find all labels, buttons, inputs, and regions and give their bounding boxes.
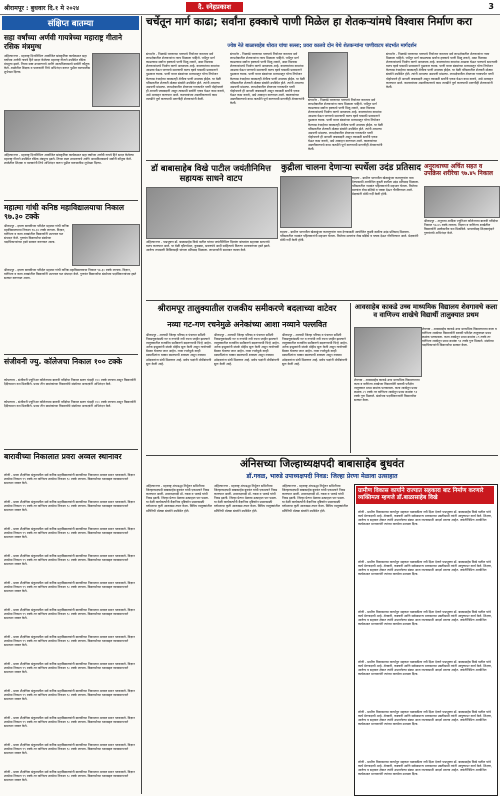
story6-headline: आवसाहेब काकडे उच्च माध्यमिक विद्यालय शेवगावचे कला व वाणिज्य शाखेचे विद्यार्थी तालुक्यात प्रथम <box>354 303 498 320</box>
story6-body: शेवगाव - आबासाहेब काकडे उच्च माध्यमिक विद्यालयाच्या कला व वाणिज्य शाखेच्या विद्यार्थ्यांनी बारावी परीक्षेत तालुक्यात प्रथम क्रमांक पटकावला. कला शाखेतून प्रथम क्रमांक ८९ टक्के तर वाणिज्य शाखेतून प्रथम क्रमांक ९२ टक्के गुण मिळाले. संस्थेच्या पदाधिकाऱ्यांनी विद्यार्थ्यांचा सत्कार केला. <box>354 378 420 403</box>
story3-headline: कुद्रीला चालना देणाऱ्या स्पर्धेला उदंड प्रतिसाद <box>281 163 421 173</box>
divider <box>4 354 138 355</box>
sidebar-story4-body-cont: लोणी - प्रवरा शैक्षणिक संकुलातील सर्व कनिष्ठ महाविद्यालयांनी बारावीच्या निकालात अव्वल स्थान पटकावले. विज्ञान शाखेचा निकाल ९९ टक्के तर वाणिज्य शाखेचा निकाल ९८ टक्के लागला. विद्यार्थ्यांच्या यशाबद्दल व्यवस्थापनाने समाधान व्यक्त केले. <box>4 500 135 513</box>
story2-photo <box>146 187 278 239</box>
divider <box>4 449 138 450</box>
sidebar-story4-title: बारावीच्या निकालात प्रवरा अव्वल स्थानावर <box>4 452 122 461</box>
sidebar-story4-body: लोणी - प्रवरा शैक्षणिक संकुलातील सर्व कनिष्ठ महाविद्यालयांनी बारावीच्या निकालात अव्वल स्थान पटकावले. विज्ञान शाखेचा निकाल ९९ टक्के तर वाणिज्य शाखेचा निकाल ९८ टक्के लागला. विद्यार्थ्यांच्या यशाबद्दल व्यवस्थापनाने समाधान व्यक्त केले. <box>4 473 135 486</box>
highlight-body-cont: लोणी - ग्रामीण विकासाच्या कार्यातून सहकार चळवळीला नवी दिशा देणारे पद्मभूषण डॉ. बाळासाहेब विखे पाटील यांचे कार्य प्रेरणादायी आहे. शेतकरी, कष्टकरी आणि सर्वसामान्य माणसाच्या उन्नतीसाठी त्यांनी आयुष्यभर कार्य केले. शिक्षण, आरोग्य व सहकार क्षेत्रात त्यांनी उभारलेल्या संस्था आज राज्यासाठी आदर्श ठरल्या आहेत. जयंतीनिमित्त आयोजित कार्यक्रमात मान्यवरांनी त्यांच्या कार्याला उजाळा दिला. <box>358 760 492 777</box>
sidebar-story4-body-cont: लोणी - प्रवरा शैक्षणिक संकुलातील सर्व कनिष्ठ महाविद्यालयांनी बारावीच्या निकालात अव्वल स्थान पटकावले. विज्ञान शाखेचा निकाल ९९ टक्के तर वाणिज्य शाखेचा निकाल ९८ टक्के लागला. विद्यार्थ्यांच्या यशाबद्दल व्यवस्थापनाने समाधान व्यक्त केले. <box>4 743 135 756</box>
column-divider <box>350 303 351 453</box>
sidebar-story4-body-cont: लोणी - प्रवरा शैक्षणिक संकुलातील सर्व कनिष्ठ महाविद्यालयांनी बारावीच्या निकालात अव्वल स्थान पटकावले. विज्ञान शाखेचा निकाल ९९ टक्के तर वाणिज्य शाखेचा निकाल ९८ टक्के लागला. विद्यार्थ्यांच्या यशाबद्दल व्यवस्थापनाने समाधान व्यक्त केले. <box>4 608 135 621</box>
story3-photo <box>280 176 352 228</box>
lead-headline: चर्चेतून मार्ग काढा; सर्वांना हक्काचे पाणी मिळेल हा शेतकऱ्यांमधे विश्वास निर्माण करा <box>146 16 472 28</box>
story7-body-col2: अहिल्यानगर - महाराष्ट्र अंधश्रद्धा निर्मूलन समितीच्या जिल्हाध्यक्षपदी बाबासाहेब बुधवंत यांची एकमताने निवड करण्यात आली. उपाध्यक्षपदी डॉ. गवळ व भारुडे यांची निवड झाली. जिल्हा प्रेरणा मेळावा उत्साहात पार पडला. या वेळी कार्यकर्त्यांनी वैज्ञानिक दृष्टिकोन प्रसारासाठी वर्षभराचा कृती आराखडा तयार केला. विविध तालुक्यांतील प्रतिनिधी मोठ्या संख्येने उपस्थित होते. <box>214 484 280 513</box>
lead-body-col2: संगमनेर - निळवंडे धरणाच्या पाण्याचे नियोजन करताना सर्व लाभक्षेत्रातील शेतकऱ्यांना न्याय मिळाला पाहिजे. चर्चेतून मार्ग काढल्यास सर्वांना हक्काचे पाणी मिळू शकते, असा विश्वास शेतकऱ्यांमध्ये निर्माण करणे आवश्यक आहे. कालव्यांच्या कामांचा आढावा घेऊन पाण्याचे समन्यायी वाटप व्हावे यासाठी प्रशासनाने पुढाकार घ्यावा. पाणी वापर संस्थांच्या माध्यमातून योग्य नियोजन केल्यास टंचाईच्या काळातही शेतीला पाणी उपलब्ध होईल. या वेळी परिसरातील शेतकरी मोठ्या संख्येने उपस्थित होते. त्यांनी आपल्या अडचणी मांडल्या. लाभक्षेत्रातील शेवटच्या गावापर्यंत पाणी पोहोचवणे ही आपली जबाबदारी असून त्यासाठी सर्वांनी एकत्र येऊन काम करावे, असे आवाहन करण्यात आले. कालव्यांच्या अस्तरीकरणाचे काम तातडीने पूर्ण करण्याची मागणीही शेतकऱ्यांनी केली. <box>230 52 305 106</box>
story7-body-col3: अहिल्यानगर - महाराष्ट्र अंधश्रद्धा निर्मूलन समितीच्या जिल्हाध्यक्षपदी बाबासाहेब बुधवंत यांची एकमताने निवड करण्यात आली. उपाध्यक्षपदी डॉ. गवळ व भारुडे यांची निवड झाली. जिल्हा प्रेरणा मेळावा उत्साहात पार पडला. या वेळी कार्यकर्त्यांनी वैज्ञानिक दृष्टिकोन प्रसारासाठी वर्षभराचा कृती आराखडा तयार केला. विविध तालुक्यांतील प्रतिनिधी मोठ्या संख्येने उपस्थित होते. <box>282 484 348 513</box>
column-divider <box>141 16 142 794</box>
sidebar-story4-body-cont: लोणी - प्रवरा शैक्षणिक संकुलातील सर्व कनिष्ठ महाविद्यालयांनी बारावीच्या निकालात अव्वल स्थान पटकावले. विज्ञान शाखेचा निकाल ९९ टक्के तर वाणिज्य शाखेचा निकाल ९८ टक्के लागला. विद्यार्थ्यांच्या यशाबद्दल व्यवस्थापनाने समाधान व्यक्त केले. <box>4 689 135 702</box>
sidebar-story1-title: सहा वर्षांच्या अर्णवी गायत्रेच्या महाराष्ट्र गीताने रसिक मंत्रमुग्ध <box>4 33 123 51</box>
story6-body-cont: शेवगाव - आबासाहेब काकडे उच्च माध्यमिक विद्यालयाच्या कला व वाणिज्य शाखेच्या विद्यार्थ्यांनी बारावी परीक्षेत तालुक्यात प्रथम क्रमांक पटकावला. कला शाखेतून प्रथम क्रमांक ८९ टक्के तर वाणिज्य शाखेतून प्रथम क्रमांक ९२ टक्के गुण मिळाले. संस्थेच्या पदाधिकाऱ्यांनी विद्यार्थ्यांचा सत्कार केला. <box>422 327 497 348</box>
story3-body-cont: राहाता - ग्रामीण भागातील खेळाडूंच्या कलागुणांना वाव देण्यासाठी आयोजित कुस्ती स्पर्धेला उदंड प्रतिसाद मिळाला. परिसरातील नामवंत पहिलवानांनी सहभाग घेतला. विजेत्या मल्लांना रोख बक्षिसे व चषक देऊन गौरविण्यात आले. प्रेक्षकांनी मोठी गर्दी केली होती. <box>280 230 419 243</box>
sidebar-banner: संक्षिप्त बातम्या <box>2 16 139 30</box>
sidebar-story2-photo <box>72 224 140 266</box>
lead-portrait <box>308 52 348 98</box>
highlight-body-cont: लोणी - ग्रामीण विकासाच्या कार्यातून सहकार चळवळीला नवी दिशा देणारे पद्मभूषण डॉ. बाळासाहेब विखे पाटील यांचे कार्य प्रेरणादायी आहे. शेतकरी, कष्टकरी आणि सर्वसामान्य माणसाच्या उन्नतीसाठी त्यांनी आयुष्यभर कार्य केले. शिक्षण, आरोग्य व सहकार क्षेत्रात त्यांनी उभारलेल्या संस्था आज राज्यासाठी आदर्श ठरल्या आहेत. जयंतीनिमित्त आयोजित कार्यक्रमात मान्यवरांनी त्यांच्या कार्याला उजाळा दिला. <box>358 660 492 677</box>
page-number: 3 <box>488 2 494 11</box>
sidebar-story3-body-cont: कोपरगाव - संजीवनी ज्युनिअर कॉलेजच्या बारावी परीक्षेचा निकाल सलग यंदाही १०० टक्के लागला असून विद्यार्थ्यांनी दैदीप्यमान यश मिळविले. प्रथम तीन क्रमांकांच्या विद्यार्थ्यांचे संस्थेच्या अध्यक्षांनी अभिनंदन केले. <box>4 400 136 409</box>
sidebar-story1-photo <box>92 53 140 107</box>
sidebar-story4-body-cont: लोणी - प्रवरा शैक्षणिक संकुलातील सर्व कनिष्ठ महाविद्यालयांनी बारावीच्या निकालात अव्वल स्थान पटकावले. विज्ञान शाखेचा निकाल ९९ टक्के तर वाणिज्य शाखेचा निकाल ९८ टक्के लागला. विद्यार्थ्यांच्या यशाबद्दल व्यवस्थापनाने समाधान व्यक्त केले. <box>4 770 135 783</box>
highlight-box <box>354 484 498 796</box>
sidebar-story2-body: श्रीरामपूर - इयत्ता बारावीच्या परीक्षेत महात्मा गांधी कनिष्ठ महाविद्यालयाचा निकाल ९७.३० टक्के लागला. विज्ञान, वाणिज्य व कला शाखांतील विद्यार्थ्यांनी उज्ज्वल यश संपादन केले. गुणवंत विद्यार्थ्यांचा संस्थेच्या पदाधिकाऱ्यांच्या हस्ते सत्कार करण्यात आला. <box>4 224 69 245</box>
lead-body-col3: संगमनेर - निळवंडे धरणाच्या पाण्याचे नियोजन करताना सर्व लाभक्षेत्रातील शेतकऱ्यांना न्याय मिळाला पाहिजे. चर्चेतून मार्ग काढल्यास सर्वांना हक्काचे पाणी मिळू शकते, असा विश्वास शेतकऱ्यांमध्ये निर्माण करणे आवश्यक आहे. कालव्यांच्या कामांचा आढावा घेऊन पाण्याचे समन्यायी वाटप व्हावे यासाठी प्रशासनाने पुढाकार घ्यावा. पाणी वापर संस्थांच्या माध्यमातून योग्य नियोजन केल्यास टंचाईच्या काळातही शेतीला पाणी उपलब्ध होईल. या वेळी परिसरातील शेतकरी मोठ्या संख्येने उपस्थित होते. त्यांनी आपल्या अडचणी मांडल्या. लाभक्षेत्रातील शेवटच्या गावापर्यंत पाणी पोहोचवणे ही आपली जबाबदारी असून त्यासाठी सर्वांनी एकत्र येऊन काम करावे, असे आवाहन करण्यात आले. कालव्यांच्या अस्तरीकरणाचे काम तातडीने पूर्ण करण्याची मागणीही शेतकऱ्यांनी केली. <box>308 98 383 152</box>
highlight-body: लोणी - ग्रामीण विकासाच्या कार्यातून सहकार चळवळीला नवी दिशा देणारे पद्मभूषण डॉ. बाळासाहेब विखे पाटील यांचे कार्य प्रेरणादायी आहे. शेतकरी, कष्टकरी आणि सर्वसामान्य माणसाच्या उन्नतीसाठी त्यांनी आयुष्यभर कार्य केले. शिक्षण, आरोग्य व सहकार क्षेत्रात त्यांनी उभारलेल्या संस्था आज राज्यासाठी आदर्श ठरल्या आहेत. जयंतीनिमित्त आयोजित कार्यक्रमात मान्यवरांनी त्यांच्या कार्याला उजाळा दिला. <box>358 510 492 527</box>
sidebar-story2-body-cont: श्रीरामपूर - इयत्ता बारावीच्या परीक्षेत महात्मा गांधी कनिष्ठ महाविद्यालयाचा निकाल ९७.३० टक्के लागला. विज्ञान, वाणिज्य व कला शाखांतील विद्यार्थ्यांनी उज्ज्वल यश संपादन केले. गुणवंत विद्यार्थ्यांचा संस्थेच्या पदाधिकाऱ्यांच्या हस्ते सत्कार करण्यात आला. <box>4 268 137 281</box>
sidebar-story1-body-cont: अहिल्यानगर - महाराष्ट्र दिनानिमित्त आयोजित सांस्कृतिक कार्यक्रमात सहा वर्षांच्या अर्णवी गायत्रे हिने सादर केलेल्या महाराष्ट्र गीताने उपस्थित रसिक मंत्रमुग्ध झाले. तिच्या स्पष्ट उच्चारणाचे आणि आत्मविश्वासाचे सर्वांनी कौतुक केले. शाळेतील शिक्षक व पालकांनी तिचे अभिनंदन करून पुढील वाटचालीस शुभेच्छा दिल्या. <box>4 153 134 166</box>
divider <box>4 200 138 201</box>
lead-body-col1: संगमनेर - निळवंडे धरणाच्या पाण्याचे नियोजन करताना सर्व लाभक्षेत्रातील शेतकऱ्यांना न्याय मिळाला पाहिजे. चर्चेतून मार्ग काढल्यास सर्वांना हक्काचे पाणी मिळू शकते, असा विश्वास शेतकऱ्यांमध्ये निर्माण करणे आवश्यक आहे. कालव्यांच्या कामांचा आढावा घेऊन पाण्याचे समन्यायी वाटप व्हावे यासाठी प्रशासनाने पुढाकार घ्यावा. पाणी वापर संस्थांच्या माध्यमातून योग्य नियोजन केल्यास टंचाईच्या काळातही शेतीला पाणी उपलब्ध होईल. या वेळी परिसरातील शेतकरी मोठ्या संख्येने उपस्थित होते. त्यांनी आपल्या अडचणी मांडल्या. लाभक्षेत्रातील शेवटच्या गावापर्यंत पाणी पोहोचवणे ही आपली जबाबदारी असून त्यासाठी सर्वांनी एकत्र येऊन काम करावे, असे आवाहन करण्यात आले. कालव्यांच्या अस्तरीकरणाचे काम तातडीने पूर्ण करण्याची मागणीही शेतकऱ्यांनी केली. <box>146 52 225 102</box>
sidebar-story3-title: संजीवनी ज्यु. कॉलेजचा निकाल १०० टक्के <box>4 357 123 366</box>
story5-body-col1: श्रीरामपूर - आगामी जिल्हा परिषद व पंचायत समिती निवडणुकांसाठी गट व गणांची नवी रचना जाहीर झाल्याने तालुक्यातील राजकीय समीकरणे बदलण्याची चिन्हे आहेत. अनेक इच्छुकांनी संपर्क मोहीम सुरू केली असून गावोगावी बैठका घेतल्या जात आहेत. नव्या रचनेमुळे काही प्रस्थापितांना धक्का बसण्याची शक्यता असून नवख्या उमेदवारांना संधी मिळणार आहे. सर्वच पक्षांनी मोर्चेबांधणी सुरू केली आहे. <box>146 333 212 366</box>
sidebar-story4-body-cont: लोणी - प्रवरा शैक्षणिक संकुलातील सर्व कनिष्ठ महाविद्यालयांनी बारावीच्या निकालात अव्वल स्थान पटकावले. विज्ञान शाखेचा निकाल ९९ टक्के तर वाणिज्य शाखेचा निकाल ९८ टक्के लागला. विद्यार्थ्यांच्या यशाबद्दल व्यवस्थापनाने समाधान व्यक्त केले. <box>4 527 135 540</box>
story5-body-col2: श्रीरामपूर - आगामी जिल्हा परिषद व पंचायत समिती निवडणुकांसाठी गट व गणांची नवी रचना जाहीर झाल्याने तालुक्यातील राजकीय समीकरणे बदलण्याची चिन्हे आहेत. अनेक इच्छुकांनी संपर्क मोहीम सुरू केली असून गावोगावी बैठका घेतल्या जात आहेत. नव्या रचनेमुळे काही प्रस्थापितांना धक्का बसण्याची शक्यता असून नवख्या उमेदवारांना संधी मिळणार आहे. सर्वच पक्षांनी मोर्चेबांधणी सुरू केली आहे. <box>214 333 280 366</box>
story5-body-col3: श्रीरामपूर - आगामी जिल्हा परिषद व पंचायत समिती निवडणुकांसाठी गट व गणांची नवी रचना जाहीर झाल्याने तालुक्यातील राजकीय समीकरणे बदलण्याची चिन्हे आहेत. अनेक इच्छुकांनी संपर्क मोहीम सुरू केली असून गावोगावी बैठका घेतल्या जात आहेत. नव्या रचनेमुळे काही प्रस्थापितांना धक्का बसण्याची शक्यता असून नवख्या उमेदवारांना संधी मिळणार आहे. सर्वच पक्षांनी मोर्चेबांधणी सुरू केली आहे. <box>282 333 348 366</box>
masthead: दै. स्नेहप्रकाश <box>186 2 243 12</box>
sidebar-story1-body: अहिल्यानगर - महाराष्ट्र दिनानिमित्त आयोजित सांस्कृतिक कार्यक्रमात सहा वर्षांच्या अर्णवी गायत्रे हिने सादर केलेल्या महाराष्ट्र गीताने उपस्थित रसिक मंत्रमुग्ध झाले. तिच्या स्पष्ट उच्चारणाचे आणि आत्मविश्वासाचे सर्वांनी कौतुक केले. शाळेतील शिक्षक व पालकांनी तिचे अभिनंदन करून पुढील वाटचालीस शुभेच्छा दिल्या. <box>4 54 91 75</box>
story4-headline: अनुराधाच्या अचिंत सहत व उपक्रिस शरीरेचा ९७.४५ निकाल <box>424 163 493 178</box>
story2-body: अहिल्यानगर - पद्मभूषण डॉ. बाळासाहेब विखे पाटील यांच्या जयंतीनिमित्त दिव्यांग बांधवांना सहायक साधनांचे वाटप करण्यात आले. या वेळी व्हीलचेअर, कुबड्या, श्रवणयंत्रे आदी साहित्याचे वितरण मान्यवरांच्या हस्ते झाले. आरोग्य तपासणी शिबिरासही चांगला प्रतिसाद मिळाला. लाभार्थ्यांनी समाधान व्यक्त केले. <box>146 240 271 253</box>
story5-subhead: नव्या गट-गण रचनेमुळे अनेकांच्या आशा नव्याने पल्लवित <box>167 320 327 329</box>
sidebar-story4-body-cont: लोणी - प्रवरा शैक्षणिक संकुलातील सर्व कनिष्ठ महाविद्यालयांनी बारावीच्या निकालात अव्वल स्थान पटकावले. विज्ञान शाखेचा निकाल ९९ टक्के तर वाणिज्य शाखेचा निकाल ९८ टक्के लागला. विद्यार्थ्यांच्या यशाबद्दल व्यवस्थापनाने समाधान व्यक्त केले. <box>4 635 135 648</box>
story7-headline: अंनिसच्या जिल्हाध्यक्षपदी बाबासाहेब बुधवंत <box>239 458 405 470</box>
sidebar-story1-group-photo <box>4 110 140 152</box>
highlight-body-cont: लोणी - ग्रामीण विकासाच्या कार्यातून सहकार चळवळीला नवी दिशा देणारे पद्मभूषण डॉ. बाळासाहेब विखे पाटील यांचे कार्य प्रेरणादायी आहे. शेतकरी, कष्टकरी आणि सर्वसामान्य माणसाच्या उन्नतीसाठी त्यांनी आयुष्यभर कार्य केले. शिक्षण, आरोग्य व सहकार क्षेत्रात त्यांनी उभारलेल्या संस्था आज राज्यासाठी आदर्श ठरल्या आहेत. जयंतीनिमित्त आयोजित कार्यक्रमात मान्यवरांनी त्यांच्या कार्याला उजाळा दिला. <box>358 710 492 727</box>
sidebar-story4-body-cont: लोणी - प्रवरा शैक्षणिक संकुलातील सर्व कनिष्ठ महाविद्यालयांनी बारावीच्या निकालात अव्वल स्थान पटकावले. विज्ञान शाखेचा निकाल ९९ टक्के तर वाणिज्य शाखेचा निकाल ९८ टक्के लागला. विद्यार्थ्यांच्या यशाबद्दल व्यवस्थापनाने समाधान व्यक्त केले. <box>4 581 135 594</box>
sidebar-story3-body: कोपरगाव - संजीवनी ज्युनिअर कॉलेजच्या बारावी परीक्षेचा निकाल सलग यंदाही १०० टक्के लागला असून विद्यार्थ्यांनी दैदीप्यमान यश मिळविले. प्रथम तीन क्रमांकांच्या विद्यार्थ्यांचे संस्थेच्या अध्यक्षांनी अभिनंदन केले. <box>4 378 136 387</box>
divider <box>146 300 498 301</box>
highlight-body-cont: लोणी - ग्रामीण विकासाच्या कार्यातून सहकार चळवळीला नवी दिशा देणारे पद्मभूषण डॉ. बाळासाहेब विखे पाटील यांचे कार्य प्रेरणादायी आहे. शेतकरी, कष्टकरी आणि सर्वसामान्य माणसाच्या उन्नतीसाठी त्यांनी आयुष्यभर कार्य केले. शिक्षण, आरोग्य व सहकार क्षेत्रात त्यांनी उभारलेल्या संस्था आज राज्यासाठी आदर्श ठरल्या आहेत. जयंतीनिमित्त आयोजित कार्यक्रमात मान्यवरांनी त्यांच्या कार्याला उजाळा दिला. <box>358 610 492 627</box>
story7-body-col1: अहिल्यानगर - महाराष्ट्र अंधश्रद्धा निर्मूलन समितीच्या जिल्हाध्यक्षपदी बाबासाहेब बुधवंत यांची एकमताने निवड करण्यात आली. उपाध्यक्षपदी डॉ. गवळ व भारुडे यांची निवड झाली. जिल्हा प्रेरणा मेळावा उत्साहात पार पडला. या वेळी कार्यकर्त्यांनी वैज्ञानिक दृष्टिकोन प्रसारासाठी वर्षभराचा कृती आराखडा तयार केला. विविध तालुक्यांतील प्रतिनिधी मोठ्या संख्येने उपस्थित होते. <box>146 484 212 513</box>
header-date: श्रीरामपूर : बुधवार दि.१ मे २०२४ <box>4 5 80 12</box>
story3-body: राहाता - ग्रामीण भागातील खेळाडूंच्या कलागुणांना वाव देण्यासाठी आयोजित कुस्ती स्पर्धेला उदंड प्रतिसाद मिळाला. परिसरातील नामवंत पहिलवानांनी सहभाग घेतला. विजेत्या मल्लांना रोख बक्षिसे व चषक देऊन गौरविण्यात आले. प्रेक्षकांनी मोठी गर्दी केली होती. <box>352 176 420 197</box>
story4-photo <box>424 186 500 218</box>
divider <box>146 455 498 456</box>
sidebar-story4-body-cont: लोणी - प्रवरा शैक्षणिक संकुलातील सर्व कनिष्ठ महाविद्यालयांनी बारावीच्या निकालात अव्वल स्थान पटकावले. विज्ञान शाखेचा निकाल ९९ टक्के तर वाणिज्य शाखेचा निकाल ९८ टक्के लागला. विद्यार्थ्यांच्या यशाबद्दल व्यवस्थापनाने समाधान व्यक्त केले. <box>4 716 135 729</box>
story2-headline: डॉ बाबासाहेब विखे पाटील जयंतीनिमित्त सहायक साधने वाटप <box>151 163 271 184</box>
sidebar-story2-title: महात्मा गांधी कनिष्ठ महाविद्यालयाचा निकाल ९७.३० टक्के <box>4 203 125 222</box>
sidebar-story4-body-cont: लोणी - प्रवरा शैक्षणिक संकुलातील सर्व कनिष्ठ महाविद्यालयांनी बारावीच्या निकालात अव्वल स्थान पटकावले. विज्ञान शाखेचा निकाल ९९ टक्के तर वाणिज्य शाखेचा निकाल ९८ टक्के लागला. विद्यार्थ्यांच्या यशाबद्दल व्यवस्थापनाने समाधान व्यक्त केले. <box>4 554 135 567</box>
story7-subhead: डॉ.गवळ, भारुडे उपाध्यक्षपदी निवड: जिल्हा प्रेरणा मेळावा उत्साहात <box>246 473 398 480</box>
highlight-headline: ग्रामीण विकास कार्याने राज्यात सहकारा बाट निर्माण करणारे व्यक्तिमत्व म्हणजे डॉ.बाळासाहेब विखे <box>356 486 494 504</box>
story4-body: श्रीरामपूर - अनुराधा आदिक ज्युनिअर कॉलेजच्या बारावी परीक्षेचा निकाल ९७.४५ टक्के लागला. विज्ञान व वाणिज्य शाखेतील विद्यार्थ्यांनी उल्लेखनीय यश मिळविले. प्राचार्यांसह शिक्षकवृंदाने गुणवंतांचे अभिनंदन केले. <box>424 219 499 236</box>
story5-headline: श्रीरामपूर तालुक्यातील राजकीय समीकरणे बदलाच्या वाटेवर <box>157 303 337 313</box>
sidebar-story4-body-cont: लोणी - प्रवरा शैक्षणिक संकुलातील सर्व कनिष्ठ महाविद्यालयांनी बारावीच्या निकालात अव्वल स्थान पटकावले. विज्ञान शाखेचा निकाल ९९ टक्के तर वाणिज्य शाखेचा निकाल ९८ टक्के लागला. विद्यार्थ्यांच्या यशाबद्दल व्यवस्थापनाने समाधान व्यक्त केले. <box>4 662 135 675</box>
highlight-body-cont: लोणी - ग्रामीण विकासाच्या कार्यातून सहकार चळवळीला नवी दिशा देणारे पद्मभूषण डॉ. बाळासाहेब विखे पाटील यांचे कार्य प्रेरणादायी आहे. शेतकरी, कष्टकरी आणि सर्वसामान्य माणसाच्या उन्नतीसाठी त्यांनी आयुष्यभर कार्य केले. शिक्षण, आरोग्य व सहकार क्षेत्रात त्यांनी उभारलेल्या संस्था आज राज्यासाठी आदर्श ठरल्या आहेत. जयंतीनिमित्त आयोजित कार्यक्रमात मान्यवरांनी त्यांच्या कार्याला उजाळा दिला. <box>358 560 492 577</box>
lead-body-col4: संगमनेर - निळवंडे धरणाच्या पाण्याचे नियोजन करताना सर्व लाभक्षेत्रातील शेतकऱ्यांना न्याय मिळाला पाहिजे. चर्चेतून मार्ग काढल्यास सर्वांना हक्काचे पाणी मिळू शकते, असा विश्वास शेतकऱ्यांमध्ये निर्माण करणे आवश्यक आहे. कालव्यांच्या कामांचा आढावा घेऊन पाण्याचे समन्यायी वाटप व्हावे यासाठी प्रशासनाने पुढाकार घ्यावा. पाणी वापर संस्थांच्या माध्यमातून योग्य नियोजन केल्यास टंचाईच्या काळातही शेतीला पाणी उपलब्ध होईल. या वेळी परिसरातील शेतकरी मोठ्या संख्येने उपस्थित होते. त्यांनी आपल्या अडचणी मांडल्या. लाभक्षेत्रातील शेवटच्या गावापर्यंत पाणी पोहोचवणे ही आपली जबाबदारी असून त्यासाठी सर्वांनी एकत्र येऊन काम करावे, असे आवाहन करण्यात आले. कालव्यांच्या अस्तरीकरणाचे काम तातडीने पूर्ण करण्याची मागणीही शेतकऱ्यांनी केली. <box>386 52 498 89</box>
divider <box>146 160 498 161</box>
lead-subhead: ज्येष्ठ नेते बाळासाहेब थोरात यांचा सल्ला; प्रवरा कालवे दोन येथे शेतकऱ्यांना पाणीवाटप संदर्भात मार्गदर्शन <box>227 43 417 49</box>
story6-photo <box>354 327 422 377</box>
